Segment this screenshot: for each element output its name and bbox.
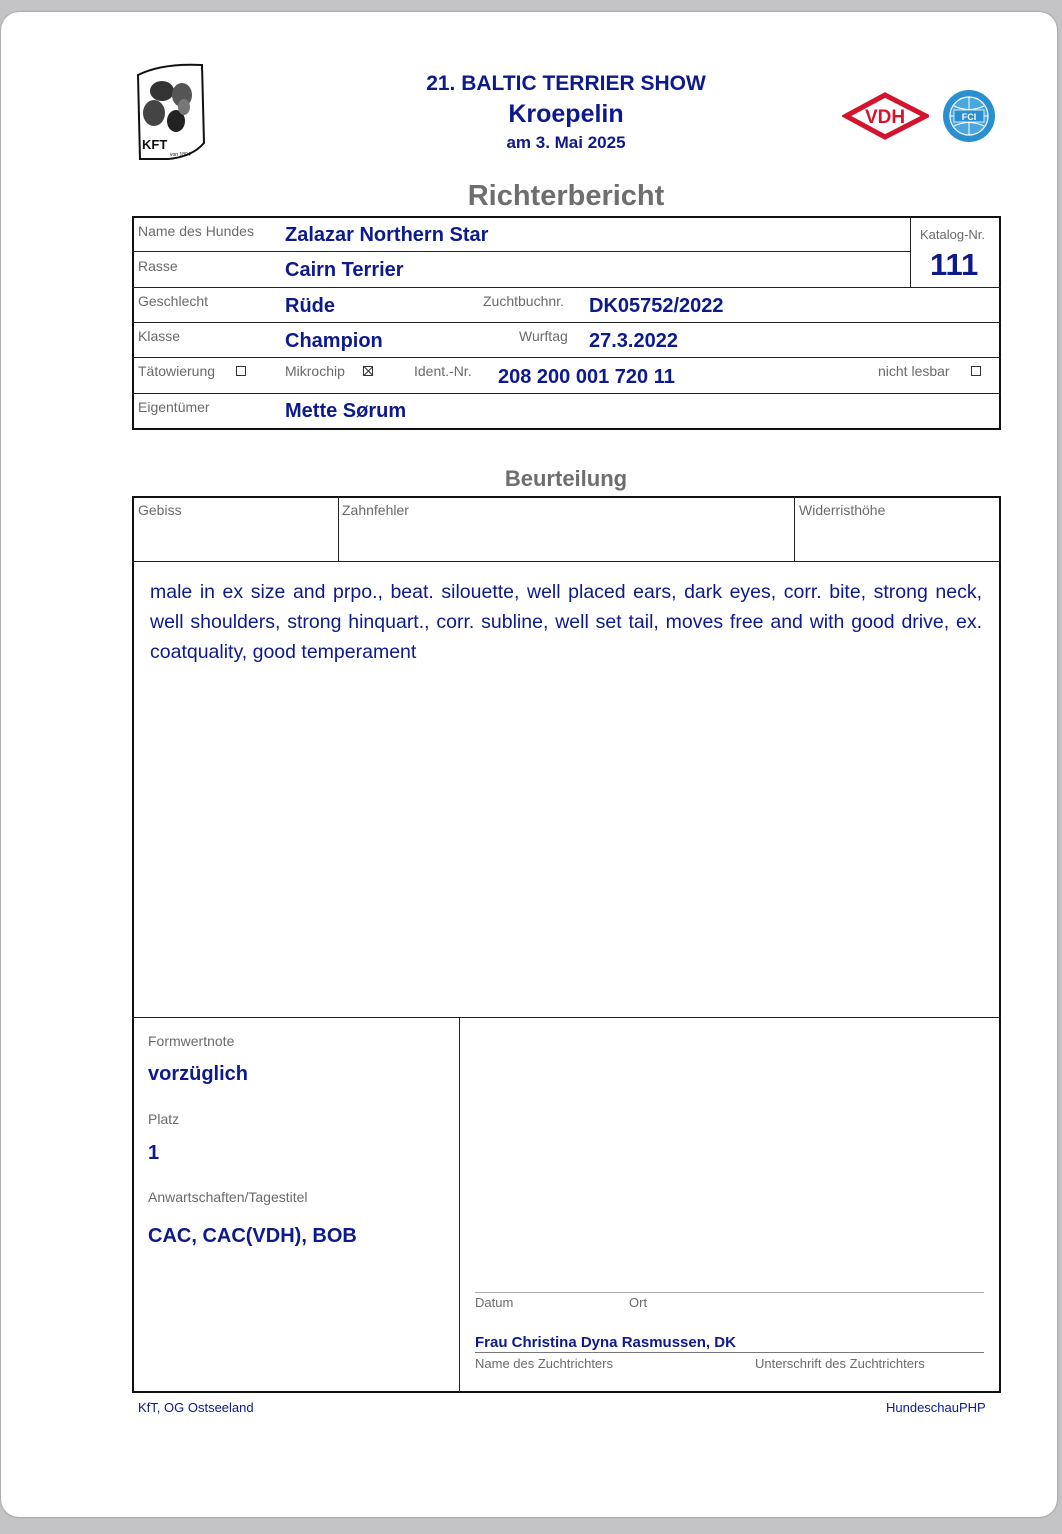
unreadable-checkbox[interactable]: [971, 366, 981, 376]
microchip-checkbox[interactable]: [363, 366, 373, 376]
dog-data-table: [132, 216, 1001, 430]
dog-name-label: Name des Hundes: [138, 223, 254, 239]
owner-label: Eigentümer: [138, 399, 210, 415]
svg-text:FCI: FCI: [961, 112, 977, 122]
show-date: am 3. Mai 2025: [506, 133, 626, 152]
class-value: Champion: [285, 330, 383, 352]
teeth-label: Gebiss: [138, 502, 182, 518]
owner-value: Mette Sørum: [285, 400, 407, 422]
critique-text: male in ex size and prpo., beat. silouette, well placed ears, dark eyes, corr. bite, strong neck, well shoulders, strong hinquart., corr. subline, well set tail, moves free and with good drive, ex. coatquality, good temperament: [150, 581, 982, 663]
report-title: Richterbericht: [467, 180, 665, 212]
breed-value: Cairn Terrier: [285, 259, 404, 281]
titles-label: Anwartschaften/Tagestitel: [148, 1189, 308, 1205]
teeth-fault-label: Zahnfehler: [342, 502, 409, 518]
show-title: 21. BALTIC TERRIER SHOW: [426, 72, 706, 95]
date-label: Datum: [475, 1295, 514, 1310]
judge-name: Frau Christina Dyna Rasmussen, DK: [475, 1334, 736, 1351]
tattoo-label: Tätowierung: [138, 363, 216, 379]
place-label: Platz: [148, 1111, 180, 1127]
class-label: Klasse: [138, 328, 181, 344]
ident-label: Ident.-Nr.: [414, 363, 472, 379]
grade-value: vorzüglich: [148, 1063, 249, 1085]
titles-value: CAC, CAC(VDH), BOB: [148, 1225, 357, 1247]
grade-label: Formwertnote: [148, 1033, 235, 1049]
kft-logo-text: KFT: [142, 137, 168, 152]
footer-club: KfT, OG Ostseeland: [138, 1400, 254, 1415]
ident-value: 208 200 001 720 11: [498, 366, 675, 388]
sex-value: Rüde: [285, 295, 335, 317]
evaluation-title: Beurteilung: [504, 466, 628, 491]
birth-date-value: 27.3.2022: [589, 330, 678, 352]
judge-signature-label: Unterschrift des Zuchtrichters: [755, 1356, 925, 1371]
footer-software: HundeschauPHP: [886, 1400, 986, 1415]
catalog-label: Katalog-Nr.: [920, 227, 986, 242]
judge-name-label: Name des Zuchtrichters: [475, 1356, 613, 1371]
sex-label: Geschlecht: [138, 293, 209, 309]
place-of-signing-label: Ort: [629, 1295, 648, 1310]
tattoo-checkbox[interactable]: [236, 366, 246, 376]
microchip-label: Mikrochip: [285, 363, 345, 379]
svg-text:von 1894: von 1894: [170, 152, 191, 158]
unreadable-label: nicht lesbar: [878, 363, 950, 379]
breed-label: Rasse: [138, 258, 178, 274]
dog-name-value: Zalazar Northern Star: [285, 224, 489, 246]
place-value: 1: [148, 1142, 160, 1164]
height-label: Widerristhöhe: [799, 502, 886, 518]
catalog-number: 111: [930, 247, 979, 282]
birth-date-label: Wurftag: [519, 328, 568, 344]
studbook-value: DK05752/2022: [589, 295, 724, 317]
studbook-label: Zuchtbuchnr.: [483, 293, 564, 309]
show-city: Kroepelin: [508, 100, 624, 128]
svg-text:VDH: VDH: [864, 107, 906, 128]
